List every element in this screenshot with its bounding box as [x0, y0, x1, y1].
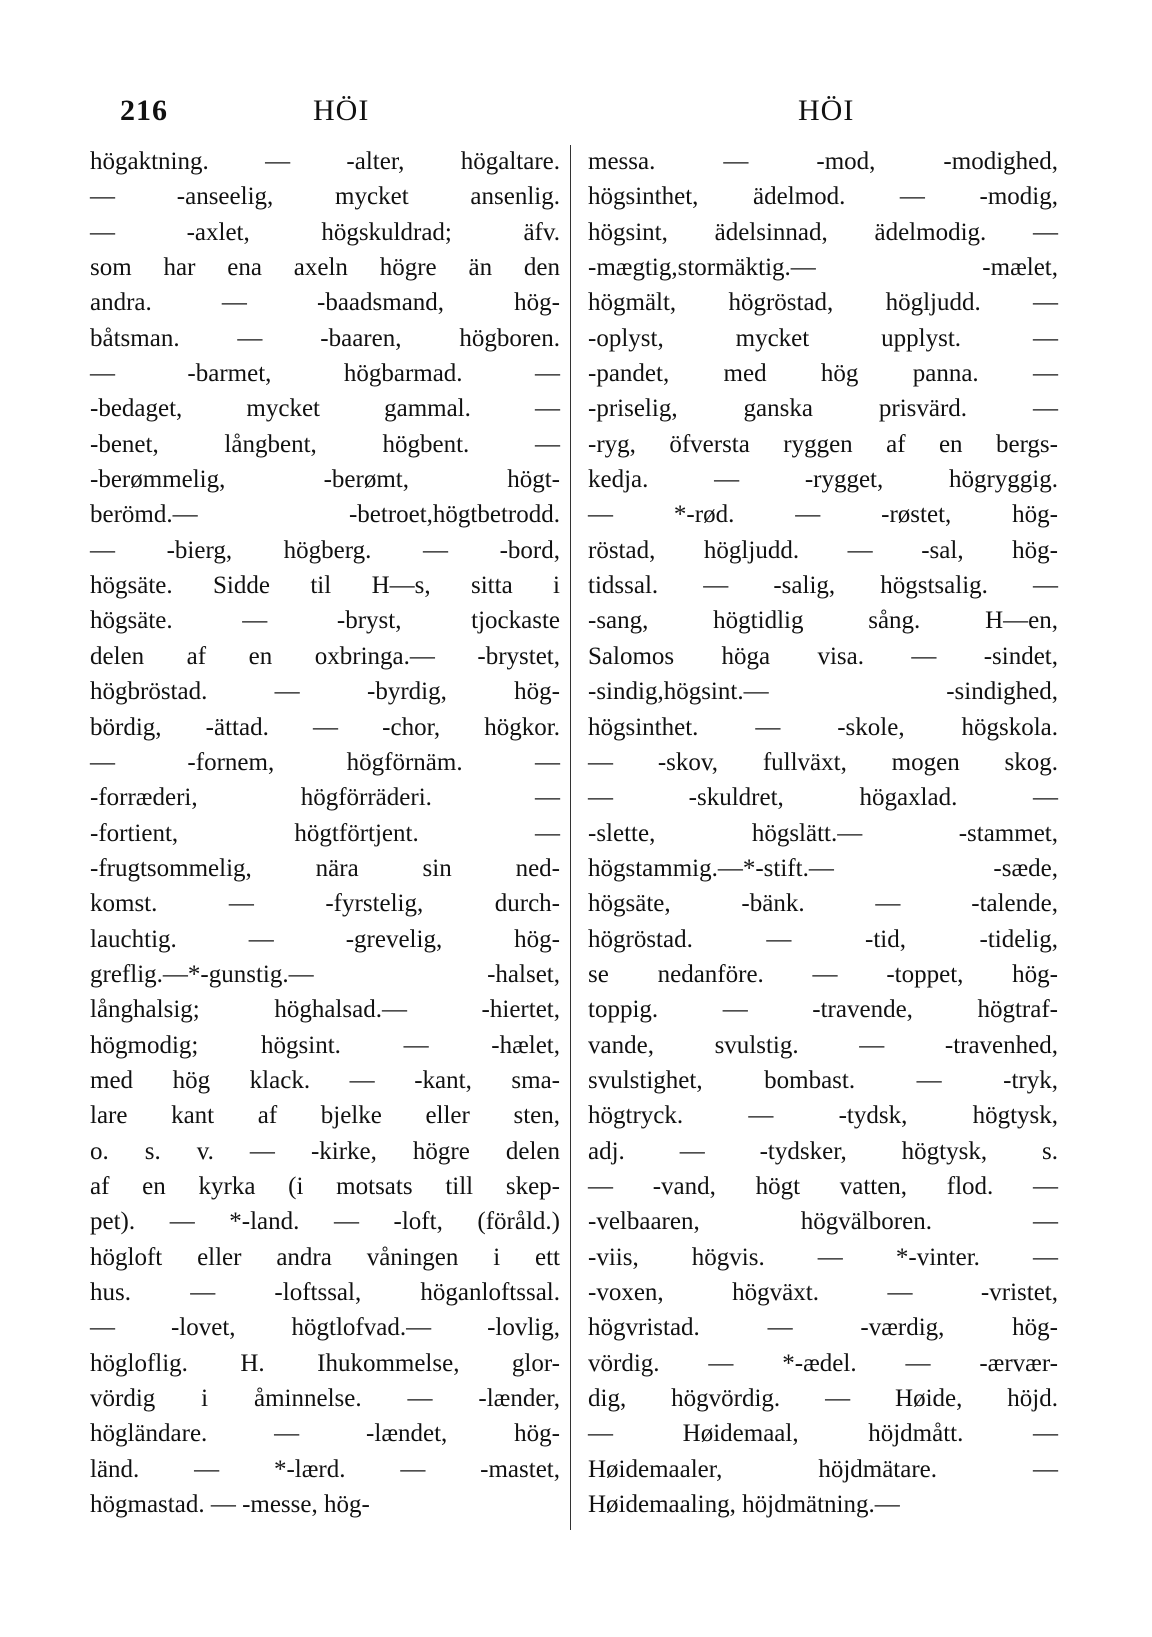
text-line: — -barmet, högbarmad. — [90, 360, 560, 388]
text-line: pet). — *-land. — -loft, (föråld.) [90, 1208, 560, 1236]
text-line: -priselig, ganska prisvärd. — [588, 395, 1058, 423]
text-line: båtsman. — -baaren, högboren. [90, 324, 560, 352]
text-line: -berømmelig, -berømt, högt- [90, 466, 560, 494]
text-line: högmastad. — -messe, hög- [90, 1491, 370, 1519]
text-line: högaktning. — -alter, högaltare. [90, 148, 560, 175]
text-line: dig, högvördig. — Høide, höjd. [588, 1385, 1058, 1413]
text-line: komst. — -fyrstelig, durch- [90, 890, 560, 918]
text-line: bördig, -ättad. — -chor, högkor. [90, 713, 560, 741]
column-divider [570, 145, 571, 1530]
text-line: -bedaget, mycket gammal. — [90, 395, 560, 423]
text-line: se nedanföre. — -toppet, hög- [588, 960, 1058, 988]
text-line: högsint, ädelsinnad, ädelmodig. — [588, 218, 1058, 246]
text-line: messa. — -mod, -modighed, [588, 148, 1058, 175]
text-line: — -lovet, högtlofvad.— -lovlig, [90, 1314, 560, 1342]
text-line: toppig. — -travende, högtraf- [588, 996, 1058, 1024]
right-running-head: HÖI [798, 94, 855, 127]
page-number: 216 [120, 94, 168, 127]
text-line: långhalsig; höghalsad.— -hiertet, [90, 996, 560, 1024]
text-line: delen af en oxbringa.— -brystet, [90, 642, 560, 670]
text-line: lare kant af bjelke eller sten, [90, 1102, 560, 1130]
text-line: -frugtsommelig, nära sin ned- [90, 854, 560, 882]
text-line: — -skuldret, högaxlad. — [588, 784, 1058, 812]
text-line: — -bierg, högberg. — -bord, [90, 536, 560, 564]
text-line: Høidemaaling, höjdmätning.— [588, 1491, 900, 1519]
text-line: -forræderi, högförräderi. — [90, 784, 560, 812]
text-line: -fortient, högtförtjent. — [90, 819, 560, 847]
text-line: tidssal. — -salig, högstsalig. — [588, 572, 1058, 600]
text-line: som har ena axeln högre än den [90, 254, 560, 282]
text-line: -slette, högslätt.— -stammet, [588, 819, 1058, 847]
text-line: högloft eller andra våningen i ett [90, 1243, 560, 1271]
text-line: högmält, högröstad, högljudd. — [588, 289, 1058, 317]
text-line: högröstad. — -tid, -tidelig, [588, 925, 1058, 953]
text-line: högbröstad. — -byrdig, hög- [90, 678, 560, 706]
text-line: Salomos höga visa. — -sindet, [588, 642, 1058, 670]
text-line: greflig.—*-gunstig.— -halset, [90, 960, 560, 988]
text-line: — -skov, fullväxt, mogen skog. [588, 748, 1058, 776]
text-line: — -anseelig, mycket ansenlig. [90, 183, 560, 211]
text-line: vördig. — *-ædel. — -ærvær- [588, 1349, 1058, 1377]
text-line: -sang, högtidlig sång. H—en, [588, 607, 1058, 635]
text-line: högmodig; högsint. — -hælet, [90, 1031, 560, 1059]
text-line: berömd.— -betroet,högtbetrodd. [90, 501, 560, 529]
right-column [588, 144, 1058, 1522]
text-line: — -fornem, högförnäm. — [90, 748, 560, 776]
text-line: -viis, högvis. — *-vinter. — [588, 1243, 1058, 1271]
text-line: -mægtig,stormäktig.— -mælet, [588, 254, 1058, 282]
text-line: högloflig. H. Ihukommelse, glor- [90, 1349, 560, 1377]
text-line: o. s. v. — -kirke, högre delen [90, 1137, 560, 1165]
text-line: högstammig.—*-stift.— -sæde, [588, 854, 1058, 882]
text-line: -sindig,högsint.— -sindighed, [588, 678, 1058, 706]
text-line: -velbaaren, högvälboren. — [588, 1208, 1058, 1236]
text-line: andra. — -baadsmand, hög- [90, 289, 560, 317]
text-line: -benet, långbent, högbent. — [90, 430, 560, 458]
text-line: länd. — *-lærd. — -mastet, [90, 1455, 560, 1483]
left-running-head: HÖI [313, 94, 370, 127]
text-line: högsäte. Sidde til H—s, sitta i [90, 572, 560, 600]
text-line: — -vand, högt vatten, flod. — [588, 1172, 1058, 1200]
text-line: högsinthet, ädelmod. — -modig, [588, 183, 1058, 211]
text-line: högländare. — -lændet, hög- [90, 1420, 560, 1448]
text-line: hus. — -loftssal, höganloftssal. [90, 1279, 560, 1306]
text-line: — -axlet, högskuldrad; äfv. [90, 218, 560, 246]
text-line: kedja. — -rygget, högryggig. [588, 466, 1058, 494]
text-line: vande, svulstig. — -travenhed, [588, 1031, 1058, 1059]
left-column [90, 144, 560, 1522]
text-line: -voxen, högväxt. — -vristet, [588, 1279, 1058, 1306]
text-line: högsäte. — -bryst, tjockaste [90, 607, 560, 635]
text-line: -oplyst, mycket upplyst. — [588, 324, 1058, 352]
text-line: högtryck. — -tydsk, högtysk, [588, 1102, 1058, 1130]
text-line: högsinthet. — -skole, högskola. [588, 713, 1058, 741]
text-line: Høidemaaler, höjdmätare. — [588, 1455, 1058, 1483]
text-line: — Høidemaal, höjdmått. — [588, 1420, 1058, 1448]
text-line: högsäte, -bänk. — -talende, [588, 890, 1058, 918]
text-line: af en kyrka (i motsats till skep- [90, 1172, 560, 1200]
text-line: svulstighet, bombast. — -tryk, [588, 1066, 1058, 1094]
text-line: -ryg, öfversta ryggen af en bergs- [588, 430, 1058, 458]
text-line: vördig i åminnelse. — -lænder, [90, 1385, 560, 1413]
text-line: -pandet, med hög panna. — [588, 360, 1058, 388]
text-line: högvristad. — -værdig, hög- [588, 1314, 1058, 1342]
text-line: röstad, högljudd. — -sal, hög- [588, 536, 1058, 564]
text-line: med hög klack. — -kant, sma- [90, 1066, 560, 1094]
text-line: — *-rød. — -røstet, hög- [588, 501, 1058, 529]
text-line: adj. — -tydsker, högtysk, s. [588, 1137, 1058, 1165]
text-line: lauchtig. — -grevelig, hög- [90, 925, 560, 953]
